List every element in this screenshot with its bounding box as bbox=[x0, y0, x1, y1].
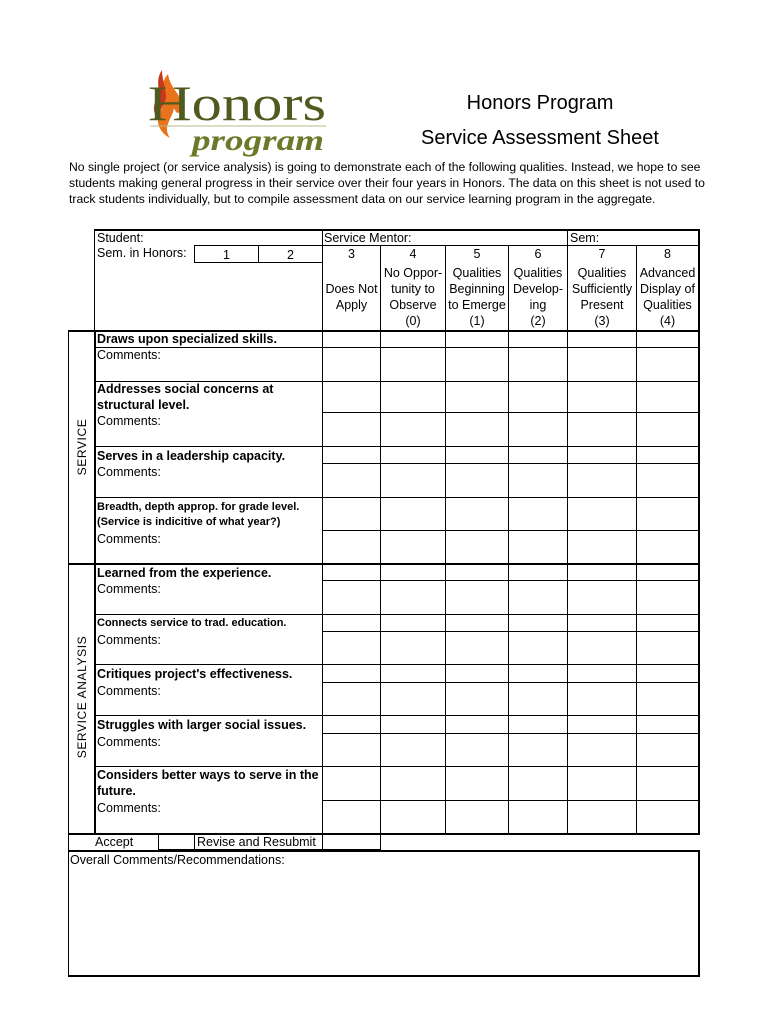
criterion-label-cont: (Service is indicitive of what year?) bbox=[97, 516, 281, 528]
revise-resubmit-label: Revise and Resubmit bbox=[197, 835, 316, 849]
rating-header-line: (3) bbox=[594, 314, 610, 328]
criterion-label-cont: future. bbox=[97, 784, 136, 798]
comments-label: Comments: bbox=[97, 633, 161, 647]
rating-header-line: Sufficiently bbox=[571, 282, 633, 296]
honors-program-logo bbox=[140, 68, 330, 158]
sem-label: Sem: bbox=[570, 231, 600, 245]
rating-header-line: Display of bbox=[640, 282, 695, 296]
rating-header-line: Qualities bbox=[513, 266, 563, 280]
comments-label: Comments: bbox=[97, 414, 161, 428]
student-label: Student: bbox=[97, 231, 144, 245]
logo-word-honors: Honors bbox=[148, 75, 326, 131]
comments-label: Comments: bbox=[97, 465, 161, 479]
comments-label: Comments: bbox=[97, 532, 161, 546]
rating-header-line: Qualities bbox=[577, 266, 627, 280]
rating-header-line: (2) bbox=[530, 314, 546, 328]
rating-header-line: (4) bbox=[659, 314, 676, 328]
revise-resubmit-checkbox[interactable] bbox=[323, 835, 380, 849]
semester-4: 4 bbox=[409, 247, 417, 261]
criterion-label: Struggles with larger social issues. bbox=[97, 718, 307, 732]
rating-header-line: Advanced bbox=[639, 266, 696, 280]
rating-header-line: Qualities bbox=[643, 298, 692, 312]
rating-header-line: Beginning bbox=[449, 282, 505, 296]
comments-label: Comments: bbox=[97, 735, 161, 749]
criterion-label: Breadth, depth approp. for grade level. bbox=[97, 501, 300, 513]
rating-header-line: No Oppor- bbox=[383, 266, 443, 280]
comments-label: Comments: bbox=[97, 582, 161, 596]
rating-header-line: (1) bbox=[469, 314, 485, 328]
rating-header-line: tunity to bbox=[391, 282, 435, 296]
rating-header-line: (0) bbox=[405, 314, 421, 328]
criterion-label: Draws upon specialized skills. bbox=[97, 332, 277, 346]
criterion-label: Connects service to trad. education. bbox=[97, 617, 287, 629]
rating-header-line: ing bbox=[529, 298, 547, 312]
semester-3: 3 bbox=[348, 247, 355, 261]
criterion-label: Addresses social concerns at bbox=[97, 382, 274, 396]
sem-in-honors-label: Sem. in Honors: bbox=[97, 246, 187, 260]
criterion-label: Critiques project's effectiveness. bbox=[97, 667, 293, 681]
criterion-label: Learned from the experience. bbox=[97, 566, 272, 580]
page-title: Honors Program bbox=[466, 92, 614, 114]
rating-header-line: to Emerge bbox=[448, 298, 506, 312]
rating-header-line: Observe bbox=[389, 298, 437, 312]
criterion-label-cont: structural level. bbox=[97, 398, 190, 412]
semester-8: 8 bbox=[664, 247, 671, 261]
service-mentor-label: Service Mentor: bbox=[324, 231, 412, 245]
intro-paragraph: No single project (or service analysis) is going to demonstrate each of the following qualities. Instead, we hope to see students making general progress in their service over their four years in Honors. The data on this sheet is not used to track students individually, but to compile assessment data on our service learning program in the aggregate. bbox=[69, 160, 705, 206]
rating-header-line: Does Not bbox=[325, 282, 378, 296]
logo-word-program: program bbox=[188, 124, 324, 157]
comments-label: Comments: bbox=[97, 348, 161, 362]
comments-label: Comments: bbox=[97, 684, 161, 698]
criterion-label: Serves in a leadership capacity. bbox=[97, 449, 286, 463]
semester-1: 1 bbox=[223, 248, 230, 262]
comments-label: Comments: bbox=[97, 801, 161, 815]
accept-checkbox[interactable] bbox=[159, 835, 194, 849]
rating-header-line: Qualities bbox=[452, 266, 502, 280]
rating-header-line: Apply bbox=[335, 298, 368, 312]
semester-2: 2 bbox=[287, 248, 294, 262]
page-subtitle: Service Assessment Sheet bbox=[421, 127, 659, 149]
rating-header-line: Develop- bbox=[512, 282, 564, 296]
semester-6: 6 bbox=[534, 247, 542, 261]
semester-7: 7 bbox=[598, 247, 606, 261]
accept-label: Accept bbox=[95, 835, 134, 849]
semester-5: 5 bbox=[473, 247, 481, 261]
rating-header-line: Present bbox=[580, 298, 624, 312]
criterion-label: Considers better ways to serve in the bbox=[97, 768, 319, 782]
overall-comments-label: Overall Comments/Recommendations: bbox=[70, 853, 285, 867]
section-label-service: SERVICE bbox=[75, 418, 89, 476]
overall-comments-field[interactable] bbox=[70, 870, 697, 974]
section-label-service-analysis: SERVICE ANALYSIS bbox=[75, 635, 89, 759]
